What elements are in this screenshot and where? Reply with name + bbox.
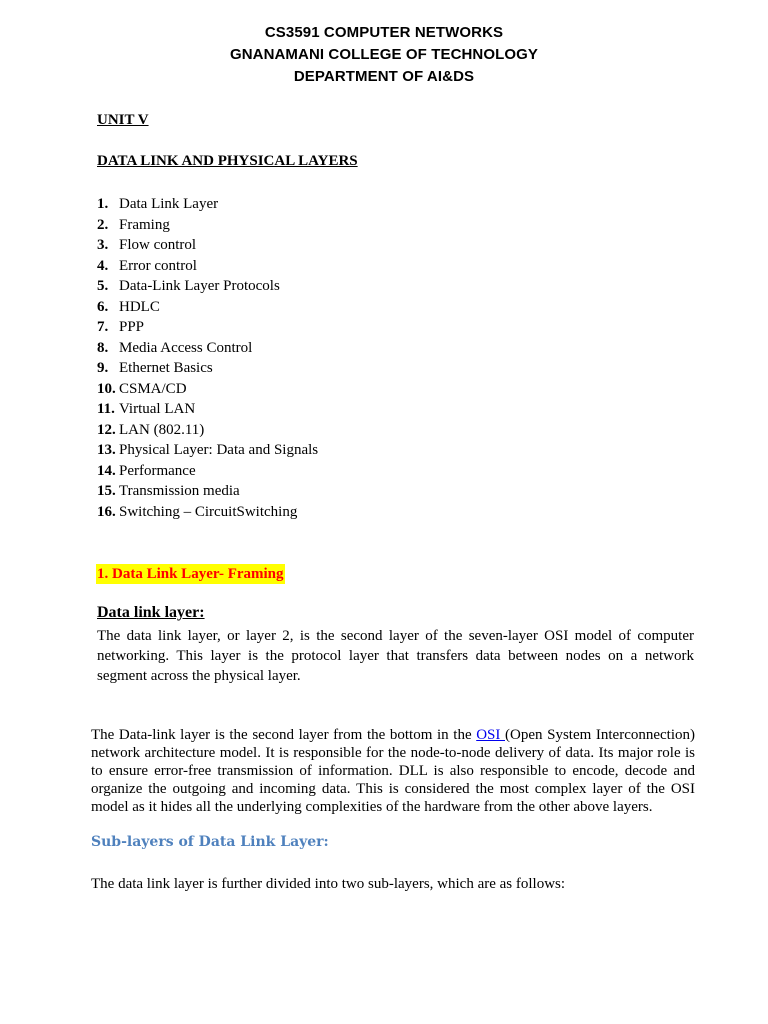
list-item (97, 420, 318, 441)
item-label: PPP (119, 319, 145, 335)
item-label: Ethernet Basics (119, 360, 213, 376)
chapter-title: DATA LINK AND PHYSICAL LAYERS (97, 153, 358, 169)
item-number: 4. (97, 257, 109, 274)
list-item (97, 461, 318, 482)
list-item (97, 481, 318, 502)
item-label: CSMA/CD (119, 380, 187, 397)
list-item (97, 399, 318, 420)
list-item (97, 215, 318, 236)
item-label: Flow control (119, 237, 197, 253)
paragraph (91, 726, 695, 816)
item-number: 16. (97, 503, 116, 520)
list-item (97, 297, 318, 318)
osi-link[interactable]: OSI (476, 727, 505, 743)
list-item (97, 379, 318, 400)
item-label: Physical Layer: Data and Signals (119, 442, 319, 458)
list-item (97, 235, 318, 256)
item-label: Framing (119, 216, 170, 233)
paragraph: The data link layer, or layer 2, is the second layer of the seven-layer OSI model of computer networking. This layer is the protocol layer that transfers data between nodes on a network segment across the physical layer. (97, 628, 694, 684)
item-number: 6. (97, 298, 109, 315)
item-number: 15. (97, 483, 116, 499)
item-number: 11. (97, 401, 115, 417)
item-number: 1. (97, 196, 109, 212)
item-label: Switching – CircuitSwitching (119, 503, 298, 520)
item-number: 8. (97, 339, 109, 356)
subsection-heading: Data link layer: (97, 604, 205, 621)
list-item (97, 502, 318, 523)
document-header (0, 22, 768, 88)
item-number: 10. (97, 380, 116, 397)
item-label: Error control (119, 257, 197, 274)
list-item (97, 440, 318, 461)
item-label: LAN (802.11) (119, 421, 205, 438)
list-item (97, 317, 318, 338)
list-item (97, 194, 318, 215)
item-number: 9. (97, 360, 109, 376)
item-number: 5. (97, 278, 109, 294)
item-number: 2. (97, 216, 109, 233)
topic-list (97, 194, 318, 522)
list-item (97, 256, 318, 277)
paragraph: The data link layer is further divided into two sub-layers, which are as follows: (91, 876, 566, 892)
sublayers-heading: Sub-layers of Data Link Layer: (91, 834, 329, 850)
paragraph-text: (Open System Interconnection) network architecture model. It is responsible for the node-to-node delivery of data. Its major role is to ensure error-free transmission of information. DLL is also responsible to encode, decode and organize the outgoing and incoming data. This is considered the most complex layer of the OSI model as it hides all the underlying complexities of the hardware from the other above layers. (91, 727, 695, 815)
item-number: 14. (97, 462, 116, 479)
list-item (97, 276, 318, 297)
item-label: HDLC (119, 298, 160, 315)
item-label: Data Link Layer (119, 196, 219, 212)
item-number: 12. (97, 421, 116, 438)
course-title: CS3591 COMPUTER NETWORKS (264, 24, 504, 41)
list-item (97, 338, 318, 359)
item-label: Virtual LAN (119, 401, 196, 417)
list-item (97, 358, 318, 379)
item-label: Media Access Control (119, 339, 253, 356)
unit-title: UNIT V (97, 112, 149, 128)
item-number: 7. (97, 319, 109, 335)
item-label: Performance (119, 462, 196, 479)
paragraph-text: The Data-link layer is the second layer from the bottom in the (91, 727, 477, 743)
item-label: Data-Link Layer Protocols (119, 278, 280, 294)
college-name: GNANAMANI COLLEGE OF TECHNOLOGY (229, 46, 539, 63)
item-label: Transmission media (119, 483, 240, 499)
section-heading: 1. Data Link Layer- Framing (97, 566, 284, 582)
department-name: DEPARTMENT OF AI&DS (293, 68, 475, 85)
item-number: 3. (97, 237, 109, 253)
item-number: 13. (97, 442, 116, 458)
